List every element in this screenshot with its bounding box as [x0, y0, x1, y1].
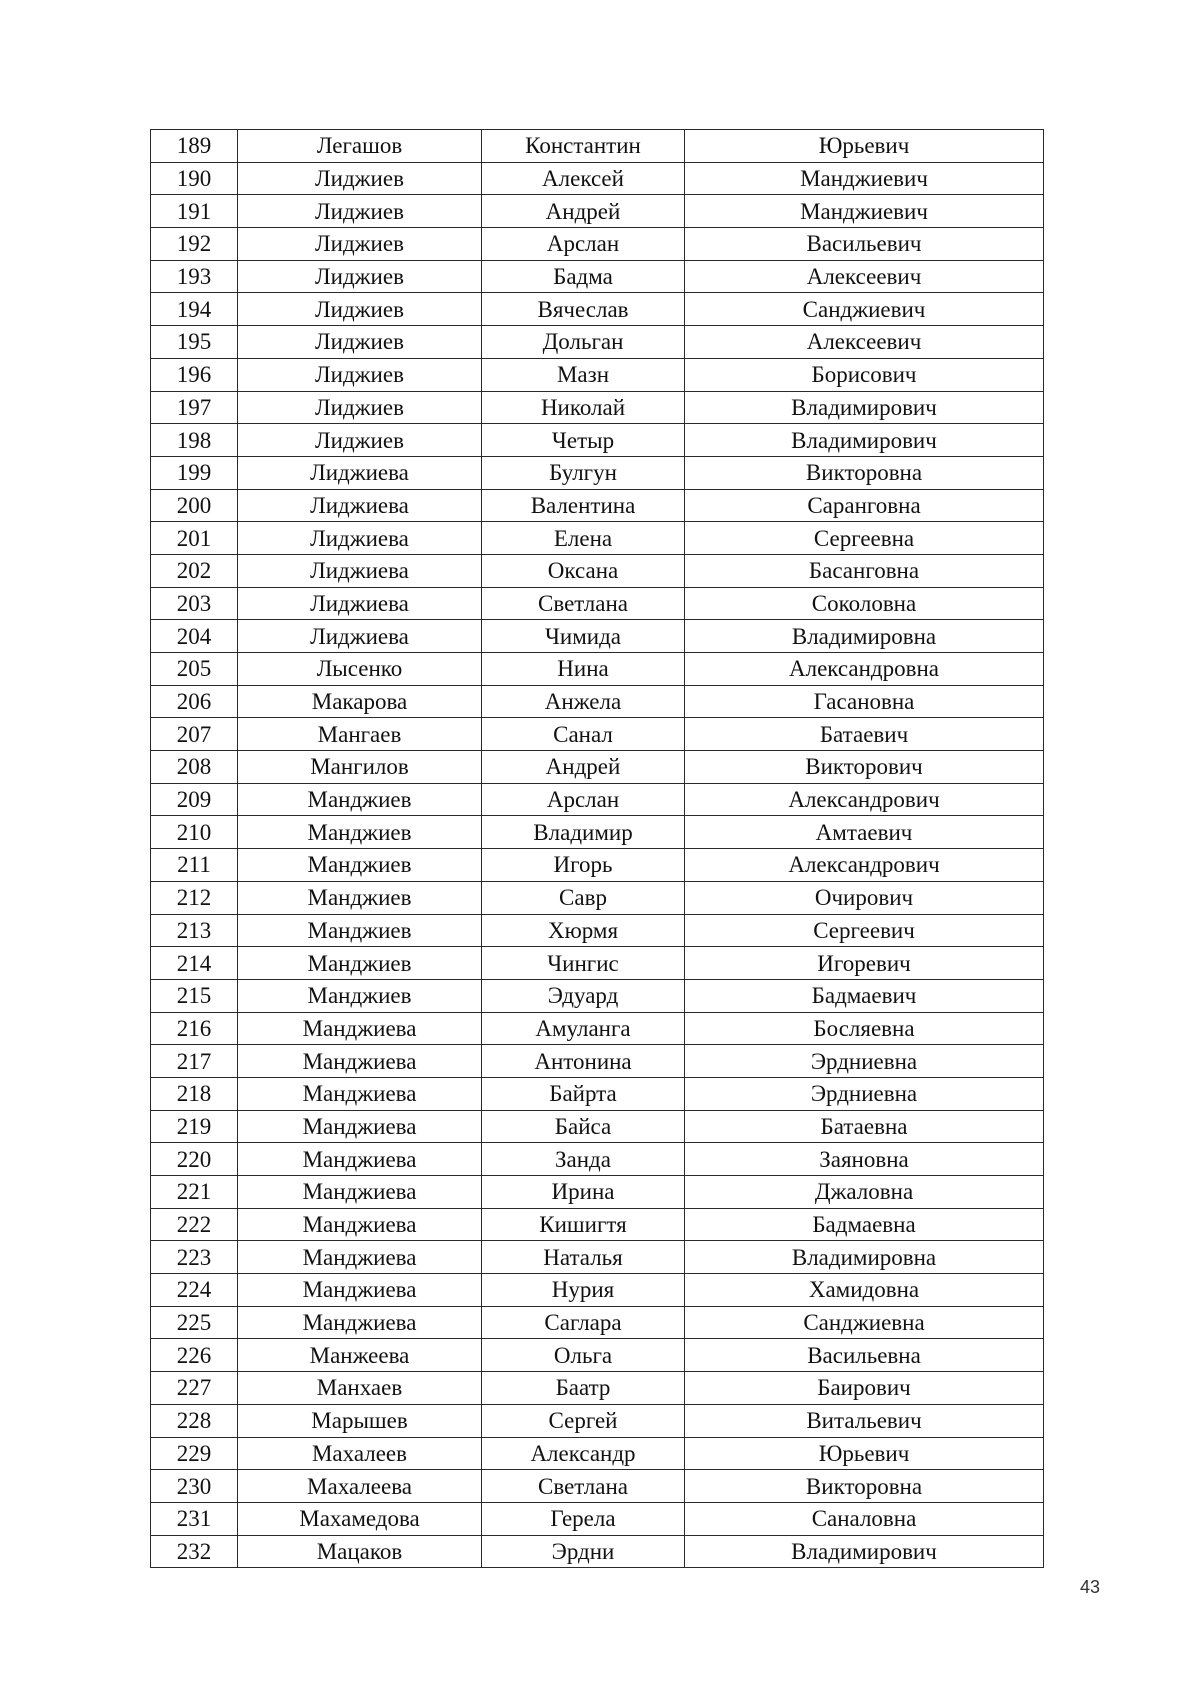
table-row — [151, 489, 1044, 522]
table-row — [151, 1208, 1044, 1241]
last-name-cell: Манджиев — [238, 783, 482, 816]
patronymic-cell: Манджиевич — [685, 162, 1044, 195]
first-name-cell: Баатр — [482, 1372, 685, 1405]
table-row — [151, 587, 1044, 620]
row-number-cell: 193 — [151, 260, 238, 293]
table-row — [151, 424, 1044, 457]
table-row — [151, 979, 1044, 1012]
last-name-cell: Манджиева — [238, 1274, 482, 1307]
last-name-cell: Лиджиева — [238, 554, 482, 587]
first-name-cell: Нурия — [482, 1274, 685, 1307]
last-name-cell: Лиджиев — [238, 293, 482, 326]
row-number-cell: 214 — [151, 947, 238, 980]
patronymic-cell: Батаевна — [685, 1110, 1044, 1143]
table-row — [151, 1077, 1044, 1110]
patronymic-cell: Очирович — [685, 881, 1044, 914]
last-name-cell: Манджиева — [238, 1143, 482, 1176]
first-name-cell: Савр — [482, 881, 685, 914]
last-name-cell: Легашов — [238, 130, 482, 163]
row-number-cell: 202 — [151, 554, 238, 587]
patronymic-cell: Саранговна — [685, 489, 1044, 522]
table-row — [151, 620, 1044, 653]
patronymic-cell: Санджиевна — [685, 1306, 1044, 1339]
patronymic-cell: Алексеевич — [685, 326, 1044, 359]
row-number-cell: 220 — [151, 1143, 238, 1176]
patronymic-cell: Манджиевич — [685, 195, 1044, 228]
table-row — [151, 260, 1044, 293]
patronymic-cell: Санджиевич — [685, 293, 1044, 326]
patronymic-cell: Саналовна — [685, 1502, 1044, 1535]
patronymic-cell: Соколовна — [685, 587, 1044, 620]
first-name-cell: Светлана — [482, 1470, 685, 1503]
patronymic-cell: Сергеевич — [685, 914, 1044, 947]
table-row — [151, 1535, 1044, 1568]
first-name-cell: Арслан — [482, 228, 685, 261]
patronymic-cell: Владимировна — [685, 620, 1044, 653]
row-number-cell: 197 — [151, 391, 238, 424]
table-row — [151, 718, 1044, 751]
table-row — [151, 1339, 1044, 1372]
table-row — [151, 881, 1044, 914]
last-name-cell: Манджиева — [238, 1012, 482, 1045]
table-row — [151, 1143, 1044, 1176]
patronymic-cell: Бадмаевич — [685, 979, 1044, 1012]
patronymic-cell: Игоревич — [685, 947, 1044, 980]
row-number-cell: 199 — [151, 456, 238, 489]
table-row — [151, 1110, 1044, 1143]
table-row — [151, 1437, 1044, 1470]
patronymic-cell: Александровна — [685, 653, 1044, 686]
first-name-cell: Валентина — [482, 489, 685, 522]
patronymic-cell: Бадмаевна — [685, 1208, 1044, 1241]
last-name-cell: Лиджиев — [238, 326, 482, 359]
last-name-cell: Манджиев — [238, 947, 482, 980]
row-number-cell: 201 — [151, 522, 238, 555]
row-number-cell: 231 — [151, 1502, 238, 1535]
first-name-cell: Кишигтя — [482, 1208, 685, 1241]
table-row — [151, 947, 1044, 980]
patronymic-cell: Юрьевич — [685, 130, 1044, 163]
row-number-cell: 207 — [151, 718, 238, 751]
table-row — [151, 685, 1044, 718]
patronymic-cell: Алексеевич — [685, 260, 1044, 293]
last-name-cell: Манджиев — [238, 849, 482, 882]
table-row — [151, 1372, 1044, 1405]
row-number-cell: 210 — [151, 816, 238, 849]
first-name-cell: Николай — [482, 391, 685, 424]
table-row — [151, 1470, 1044, 1503]
row-number-cell: 203 — [151, 587, 238, 620]
first-name-cell: Оксана — [482, 554, 685, 587]
first-name-cell: Бадма — [482, 260, 685, 293]
first-name-cell: Ирина — [482, 1176, 685, 1209]
first-name-cell: Эдуард — [482, 979, 685, 1012]
row-number-cell: 225 — [151, 1306, 238, 1339]
row-number-cell: 217 — [151, 1045, 238, 1078]
table-row — [151, 849, 1044, 882]
table-row — [151, 358, 1044, 391]
first-name-cell: Герела — [482, 1502, 685, 1535]
last-name-cell: Манджиева — [238, 1045, 482, 1078]
last-name-cell: Манджиев — [238, 881, 482, 914]
row-number-cell: 192 — [151, 228, 238, 261]
patronymic-cell: Юрьевич — [685, 1437, 1044, 1470]
last-name-cell: Марышев — [238, 1404, 482, 1437]
row-number-cell: 228 — [151, 1404, 238, 1437]
row-number-cell: 215 — [151, 979, 238, 1012]
first-name-cell: Байрта — [482, 1077, 685, 1110]
patronymic-cell: Владимирович — [685, 424, 1044, 457]
row-number-cell: 209 — [151, 783, 238, 816]
table-row — [151, 522, 1044, 555]
table-row — [151, 816, 1044, 849]
last-name-cell: Лиджиев — [238, 195, 482, 228]
row-number-cell: 230 — [151, 1470, 238, 1503]
row-number-cell: 218 — [151, 1077, 238, 1110]
first-name-cell: Сергей — [482, 1404, 685, 1437]
row-number-cell: 189 — [151, 130, 238, 163]
first-name-cell: Мазн — [482, 358, 685, 391]
first-name-cell: Амуланга — [482, 1012, 685, 1045]
table-row — [151, 326, 1044, 359]
patronymic-cell: Васильевич — [685, 228, 1044, 261]
last-name-cell: Манджиева — [238, 1077, 482, 1110]
row-number-cell: 216 — [151, 1012, 238, 1045]
first-name-cell: Саглара — [482, 1306, 685, 1339]
patronymic-cell: Босляевна — [685, 1012, 1044, 1045]
patronymic-cell: Александрович — [685, 783, 1044, 816]
first-name-cell: Нина — [482, 653, 685, 686]
last-name-cell: Манджиева — [238, 1208, 482, 1241]
row-number-cell: 204 — [151, 620, 238, 653]
last-name-cell: Махалеев — [238, 1437, 482, 1470]
page-number: 43 — [1080, 1577, 1101, 1597]
first-name-cell: Вячеслав — [482, 293, 685, 326]
last-name-cell: Манхаев — [238, 1372, 482, 1405]
patronymic-cell: Викторовна — [685, 1470, 1044, 1503]
patronymic-cell: Гасановна — [685, 685, 1044, 718]
last-name-cell: Манджиев — [238, 979, 482, 1012]
last-name-cell: Лиджиева — [238, 620, 482, 653]
first-name-cell: Булгун — [482, 456, 685, 489]
names-table — [150, 129, 1044, 1568]
last-name-cell: Манджиев — [238, 914, 482, 947]
last-name-cell: Мацаков — [238, 1535, 482, 1568]
row-number-cell: 205 — [151, 653, 238, 686]
row-number-cell: 229 — [151, 1437, 238, 1470]
last-name-cell: Макарова — [238, 685, 482, 718]
table-row — [151, 195, 1044, 228]
patronymic-cell: Владимирович — [685, 391, 1044, 424]
last-name-cell: Махалеева — [238, 1470, 482, 1503]
first-name-cell: Наталья — [482, 1241, 685, 1274]
first-name-cell: Байса — [482, 1110, 685, 1143]
row-number-cell: 196 — [151, 358, 238, 391]
patronymic-cell: Борисович — [685, 358, 1044, 391]
patronymic-cell: Басанговна — [685, 554, 1044, 587]
patronymic-cell: Владимировна — [685, 1241, 1044, 1274]
row-number-cell: 211 — [151, 849, 238, 882]
row-number-cell: 190 — [151, 162, 238, 195]
row-number-cell: 227 — [151, 1372, 238, 1405]
first-name-cell: Андрей — [482, 751, 685, 784]
patronymic-cell: Заяновна — [685, 1143, 1044, 1176]
table-row — [151, 1404, 1044, 1437]
last-name-cell: Лиджиев — [238, 162, 482, 195]
patronymic-cell: Эрдниевна — [685, 1077, 1044, 1110]
patronymic-cell: Хамидовна — [685, 1274, 1044, 1307]
first-name-cell: Чимида — [482, 620, 685, 653]
patronymic-cell: Викторовна — [685, 456, 1044, 489]
table-row — [151, 554, 1044, 587]
row-number-cell: 232 — [151, 1535, 238, 1568]
row-number-cell: 206 — [151, 685, 238, 718]
first-name-cell: Четыр — [482, 424, 685, 457]
first-name-cell: Ольга — [482, 1339, 685, 1372]
row-number-cell: 191 — [151, 195, 238, 228]
names-table-body — [151, 130, 1044, 1568]
first-name-cell: Константин — [482, 130, 685, 163]
table-row — [151, 1306, 1044, 1339]
patronymic-cell: Александрович — [685, 849, 1044, 882]
row-number-cell: 223 — [151, 1241, 238, 1274]
row-number-cell: 226 — [151, 1339, 238, 1372]
last-name-cell: Мангилов — [238, 751, 482, 784]
table-row — [151, 162, 1044, 195]
table-row — [151, 1241, 1044, 1274]
last-name-cell: Махамедова — [238, 1502, 482, 1535]
first-name-cell: Чингис — [482, 947, 685, 980]
row-number-cell: 221 — [151, 1176, 238, 1209]
patronymic-cell: Васильевна — [685, 1339, 1044, 1372]
first-name-cell: Эрдни — [482, 1535, 685, 1568]
first-name-cell: Антонина — [482, 1045, 685, 1078]
last-name-cell: Манджиев — [238, 816, 482, 849]
row-number-cell: 200 — [151, 489, 238, 522]
first-name-cell: Алексей — [482, 162, 685, 195]
patronymic-cell: Батаевич — [685, 718, 1044, 751]
patronymic-cell: Баирович — [685, 1372, 1044, 1405]
last-name-cell: Манджиева — [238, 1306, 482, 1339]
last-name-cell: Лысенко — [238, 653, 482, 686]
patronymic-cell: Эрдниевна — [685, 1045, 1044, 1078]
last-name-cell: Лиджиева — [238, 522, 482, 555]
row-number-cell: 198 — [151, 424, 238, 457]
last-name-cell: Лиджиев — [238, 391, 482, 424]
row-number-cell: 213 — [151, 914, 238, 947]
first-name-cell: Санал — [482, 718, 685, 751]
first-name-cell: Андрей — [482, 195, 685, 228]
table-row — [151, 130, 1044, 163]
patronymic-cell: Владимирович — [685, 1535, 1044, 1568]
table-row — [151, 1274, 1044, 1307]
table-row — [151, 1012, 1044, 1045]
last-name-cell: Лиджиев — [238, 424, 482, 457]
patronymic-cell: Витальевич — [685, 1404, 1044, 1437]
first-name-cell: Хюрмя — [482, 914, 685, 947]
table-row — [151, 228, 1044, 261]
first-name-cell: Дольган — [482, 326, 685, 359]
first-name-cell: Игорь — [482, 849, 685, 882]
last-name-cell: Лиджиева — [238, 587, 482, 620]
table-row — [151, 653, 1044, 686]
table-row — [151, 1502, 1044, 1535]
first-name-cell: Светлана — [482, 587, 685, 620]
last-name-cell: Манжеева — [238, 1339, 482, 1372]
table-row — [151, 391, 1044, 424]
first-name-cell: Занда — [482, 1143, 685, 1176]
patronymic-cell: Сергеевна — [685, 522, 1044, 555]
first-name-cell: Анжела — [482, 685, 685, 718]
table-row — [151, 914, 1044, 947]
last-name-cell: Манджиева — [238, 1110, 482, 1143]
patronymic-cell: Джаловна — [685, 1176, 1044, 1209]
last-name-cell: Лиджиев — [238, 260, 482, 293]
last-name-cell: Манджиева — [238, 1176, 482, 1209]
last-name-cell: Лиджиева — [238, 489, 482, 522]
row-number-cell: 195 — [151, 326, 238, 359]
table-row — [151, 783, 1044, 816]
last-name-cell: Лиджиев — [238, 358, 482, 391]
row-number-cell: 212 — [151, 881, 238, 914]
last-name-cell: Мангаев — [238, 718, 482, 751]
row-number-cell: 224 — [151, 1274, 238, 1307]
row-number-cell: 194 — [151, 293, 238, 326]
patronymic-cell: Амтаевич — [685, 816, 1044, 849]
row-number-cell: 208 — [151, 751, 238, 784]
first-name-cell: Арслан — [482, 783, 685, 816]
table-row — [151, 751, 1044, 784]
row-number-cell: 222 — [151, 1208, 238, 1241]
last-name-cell: Лиджиева — [238, 456, 482, 489]
first-name-cell: Александр — [482, 1437, 685, 1470]
first-name-cell: Елена — [482, 522, 685, 555]
table-row — [151, 1045, 1044, 1078]
last-name-cell: Манджиева — [238, 1241, 482, 1274]
table-row — [151, 293, 1044, 326]
row-number-cell: 219 — [151, 1110, 238, 1143]
last-name-cell: Лиджиев — [238, 228, 482, 261]
table-row — [151, 1176, 1044, 1209]
patronymic-cell: Викторович — [685, 751, 1044, 784]
first-name-cell: Владимир — [482, 816, 685, 849]
table-row — [151, 456, 1044, 489]
